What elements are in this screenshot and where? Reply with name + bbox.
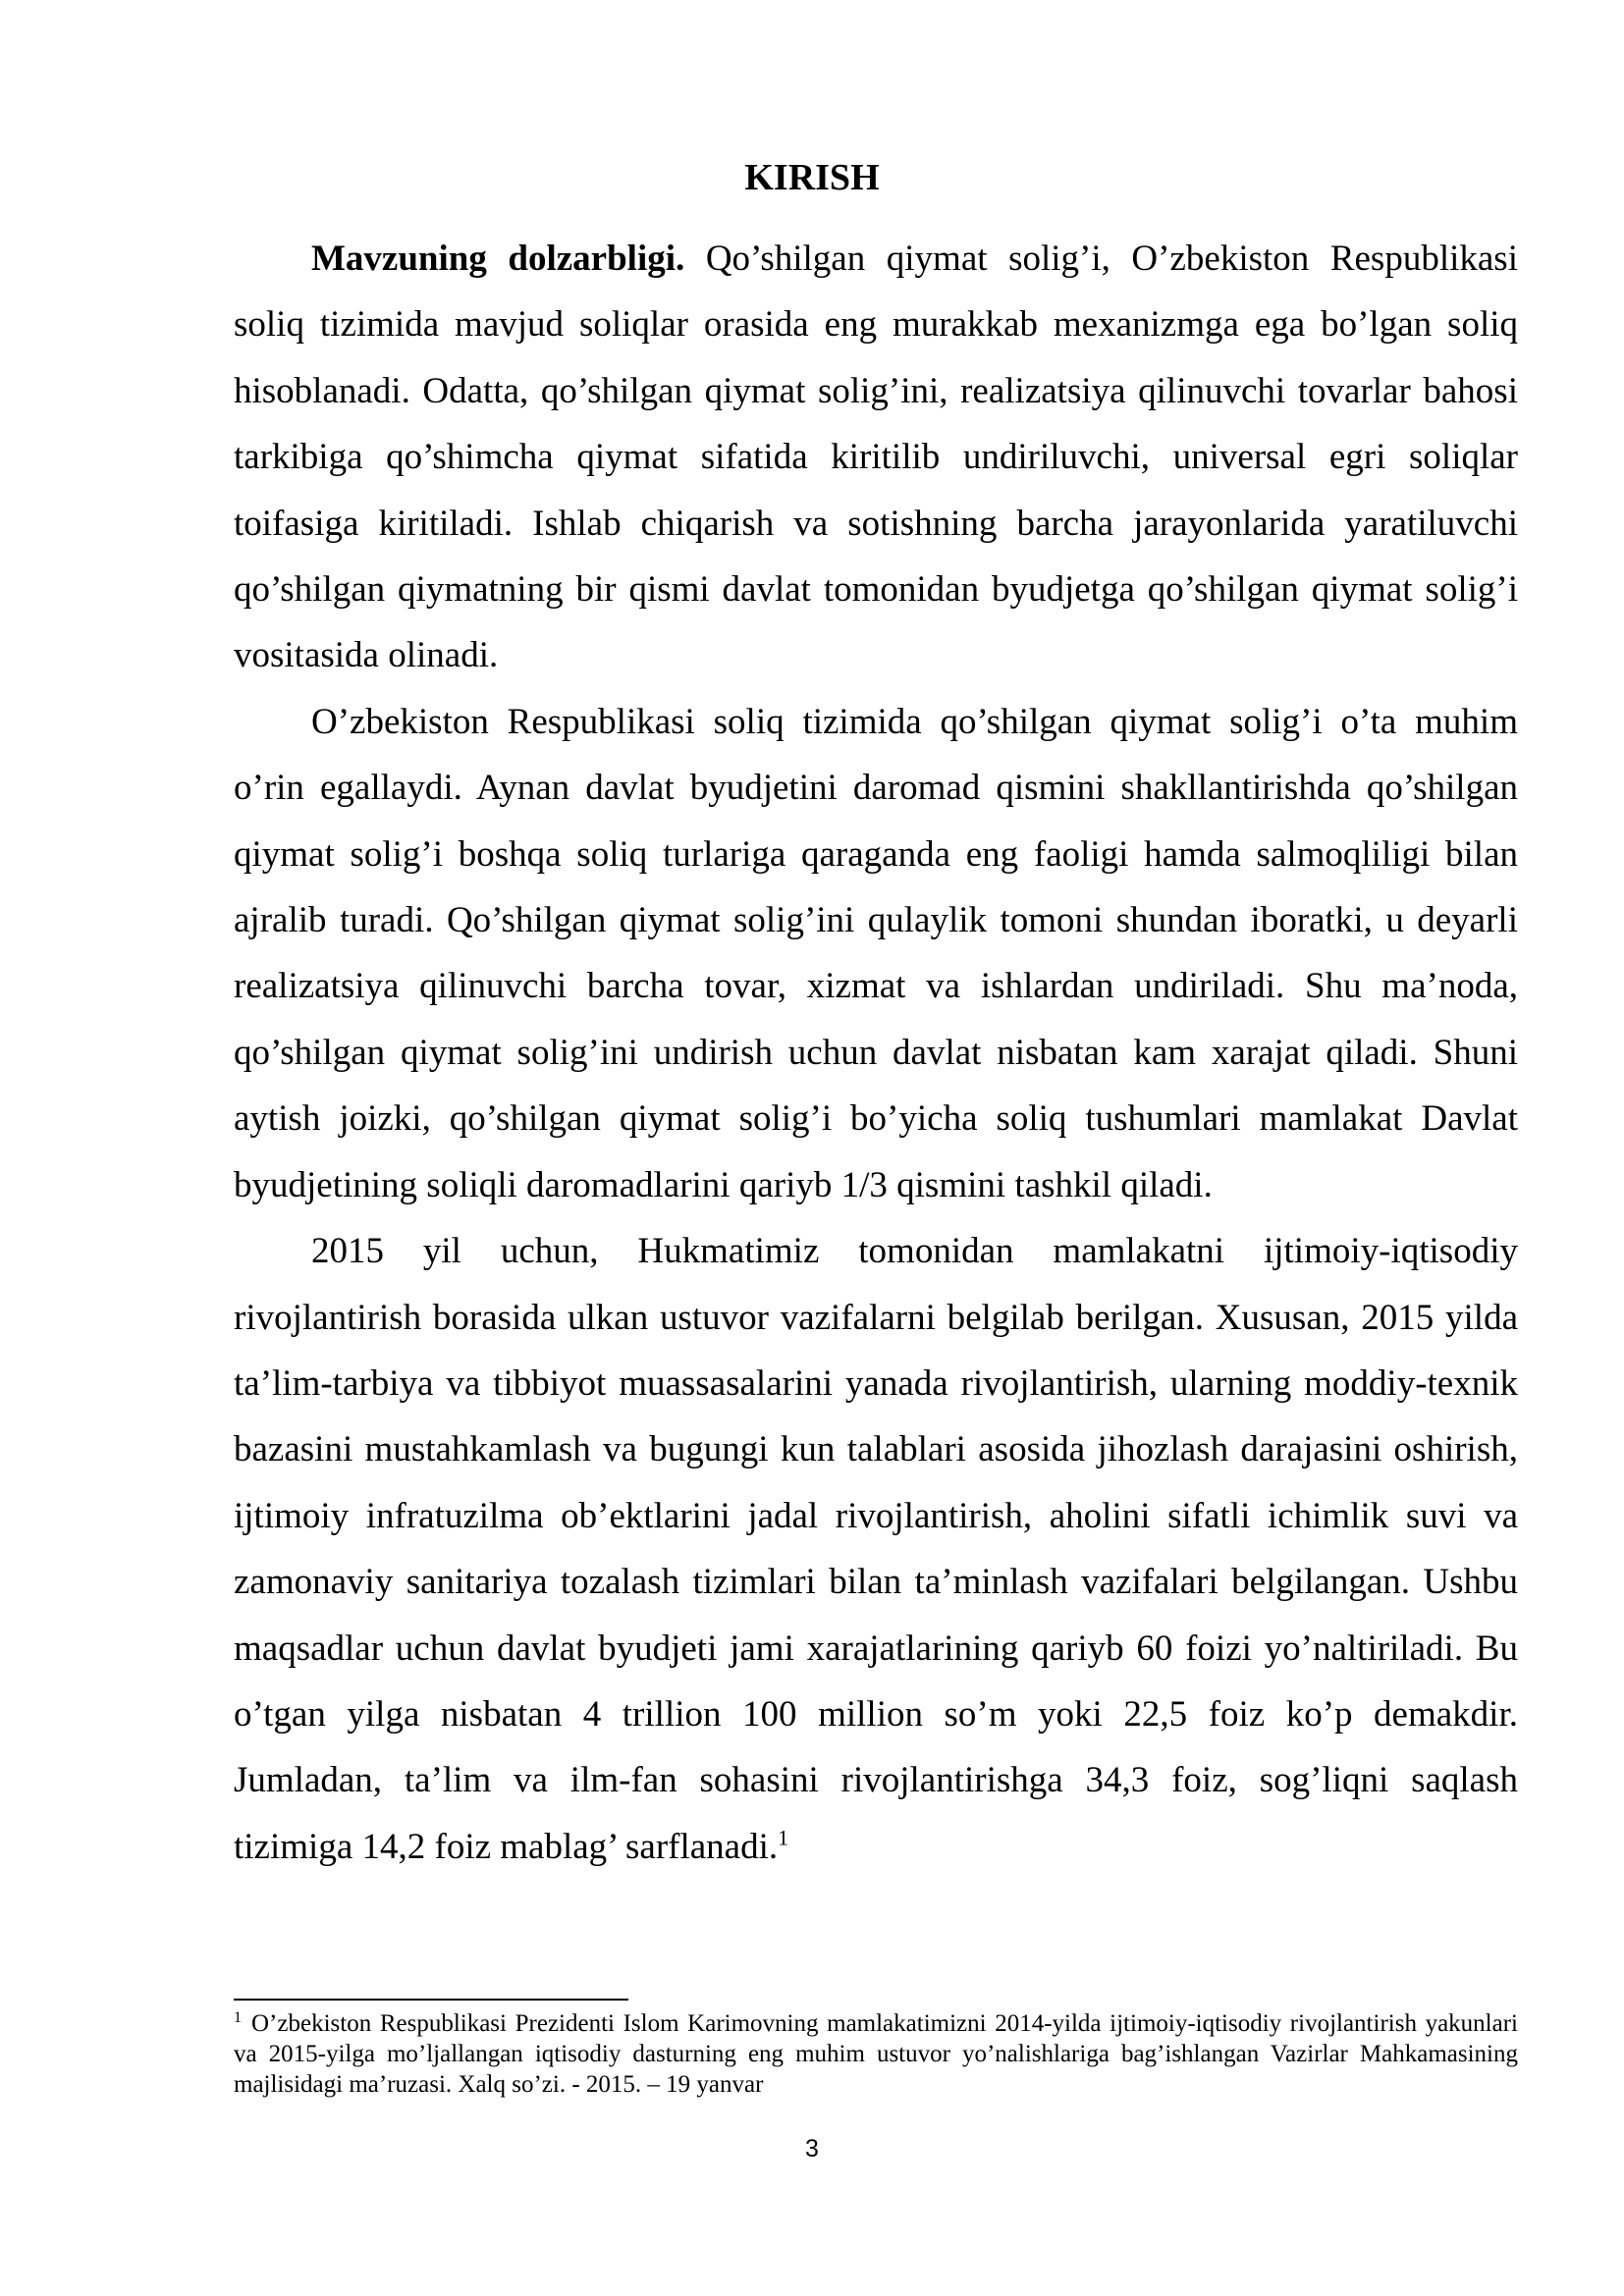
paragraph-relevance — [234, 226, 1518, 689]
footnote-text: O’zbekiston Respublikasi Prezidenti Islom Karimovning mamlakatimizni 2014-yilda ijtimoiy-iqtisodiy rivojlantirish yakunlari va 2015-yilga mo’ljallangan iqtisodiy dasturning eng muhim ustuvor yo’nalishlariga bag’ishlangan Vazirlar Mahkamasining majlisidagi ma’ruzasi. Xalq so’zi. - 2015. – 19 yanvar — [234, 2010, 1518, 2098]
paragraph-2015-priorities — [234, 1218, 1518, 1880]
body-text — [234, 226, 1518, 1880]
footnote — [234, 2008, 1518, 2100]
footnote-reference[interactable]: 1 — [778, 1825, 789, 1850]
paragraph-text: O’zbekiston Respublikasi soliq tizimida qo’shilgan qiymat solig’i o’ta muhim o’rin egallaydi. Aynan davlat byudjetini daromad qismini shakllantirishda qo’shilgan qiymat solig’i boshqa soliq turlariga qaraganda eng faoligi hamda salmoqliligi bilan ajralib turadi. Qo’shilgan qiymat solig’ini qulaylik tomoni shundan iboratki, u deyarli realizatsiya qilinuvchi barcha tovar, xizmat va ishlardan undiriladi. Shu ma’noda, qo’shilgan qiymat solig’ini undirish uchun davlat nisbatan kam xarajat qiladi. Shuni aytish joizki, qo’shilgan qiymat solig’i bo’yicha soliq tushumlari mamlakat Davlat byudjetining soliqli daromadlarini qariyb 1/3 qismini tashkil qiladi. — [234, 701, 1518, 1205]
footnote-separator — [234, 1999, 628, 2001]
paragraph-lead: Mavzuning dolzarbligi. — [311, 239, 685, 279]
paragraph-text: 2015 yil uchun, Hukmatimiz tomonidan mamlakatni ijtimoiy-iqtisodiy rivojlantirish borasida ulkan ustuvor vazifalarni belgilab berilgan. Xususan, 2015 yilda ta’lim-tarbiya va tibbiyot muassasalarini yanada rivojlantirish, ularning moddiy-texnik bazasini mustahkamlash va bugungi kun talablari asosida jihozlash darajasini oshirish, ijtimoiy infratuzilma ob’ektlarini jadal rivojlantirish, aholini sifatli ichimlik suvi va zamonaviy sanitariya tozalash tizimlari bilan ta’minlash vazifalari belgilangan. Ushbu maqsadlar uchun davlat byudjeti jami xarajatlarining qariyb 60 foizi yo’naltiriladi. Bu o’tgan yilga nisbatan 4 trillion 100 million so’m yoki 22,5 foiz ko’p demakdir. Jumladan, ta’lim va ilm-fan sohasini rivojlantirishga 34,3 foiz, sog’liqni saqlash tizimiga 14,2 foiz mablag’ sarflanadi. — [234, 1231, 1518, 1867]
footnote-marker: 1 — [234, 2008, 242, 2026]
section-heading: KIRISH — [744, 157, 880, 198]
paragraph-vat-role — [234, 689, 1518, 1218]
page-number: 3 — [805, 2135, 819, 2163]
paragraph-text: Qo’shilgan qiymat solig’i, O’zbekiston Respublikasi soliq tizimida mavjud soliqlar orasida eng murakkab mexanizmga ega bo’lgan soliq hisoblanadi. Odatta, qo’shilgan qiymat solig’ini, realizatsiya qilinuvchi tovarlar bahosi tarkibiga qo’shimcha qiymat sifatida kiritilib undiriluvchi, universal egri soliqlar toifasiga kiritiladi. Ishlab chiqarish va sotishning barcha jarayonlarida yaratiluvchi qo’shilgan qiymatning bir qismi davlat tomonidan byudjetga qo’shilgan qiymat solig’i vositasida olinadi. — [234, 239, 1518, 676]
